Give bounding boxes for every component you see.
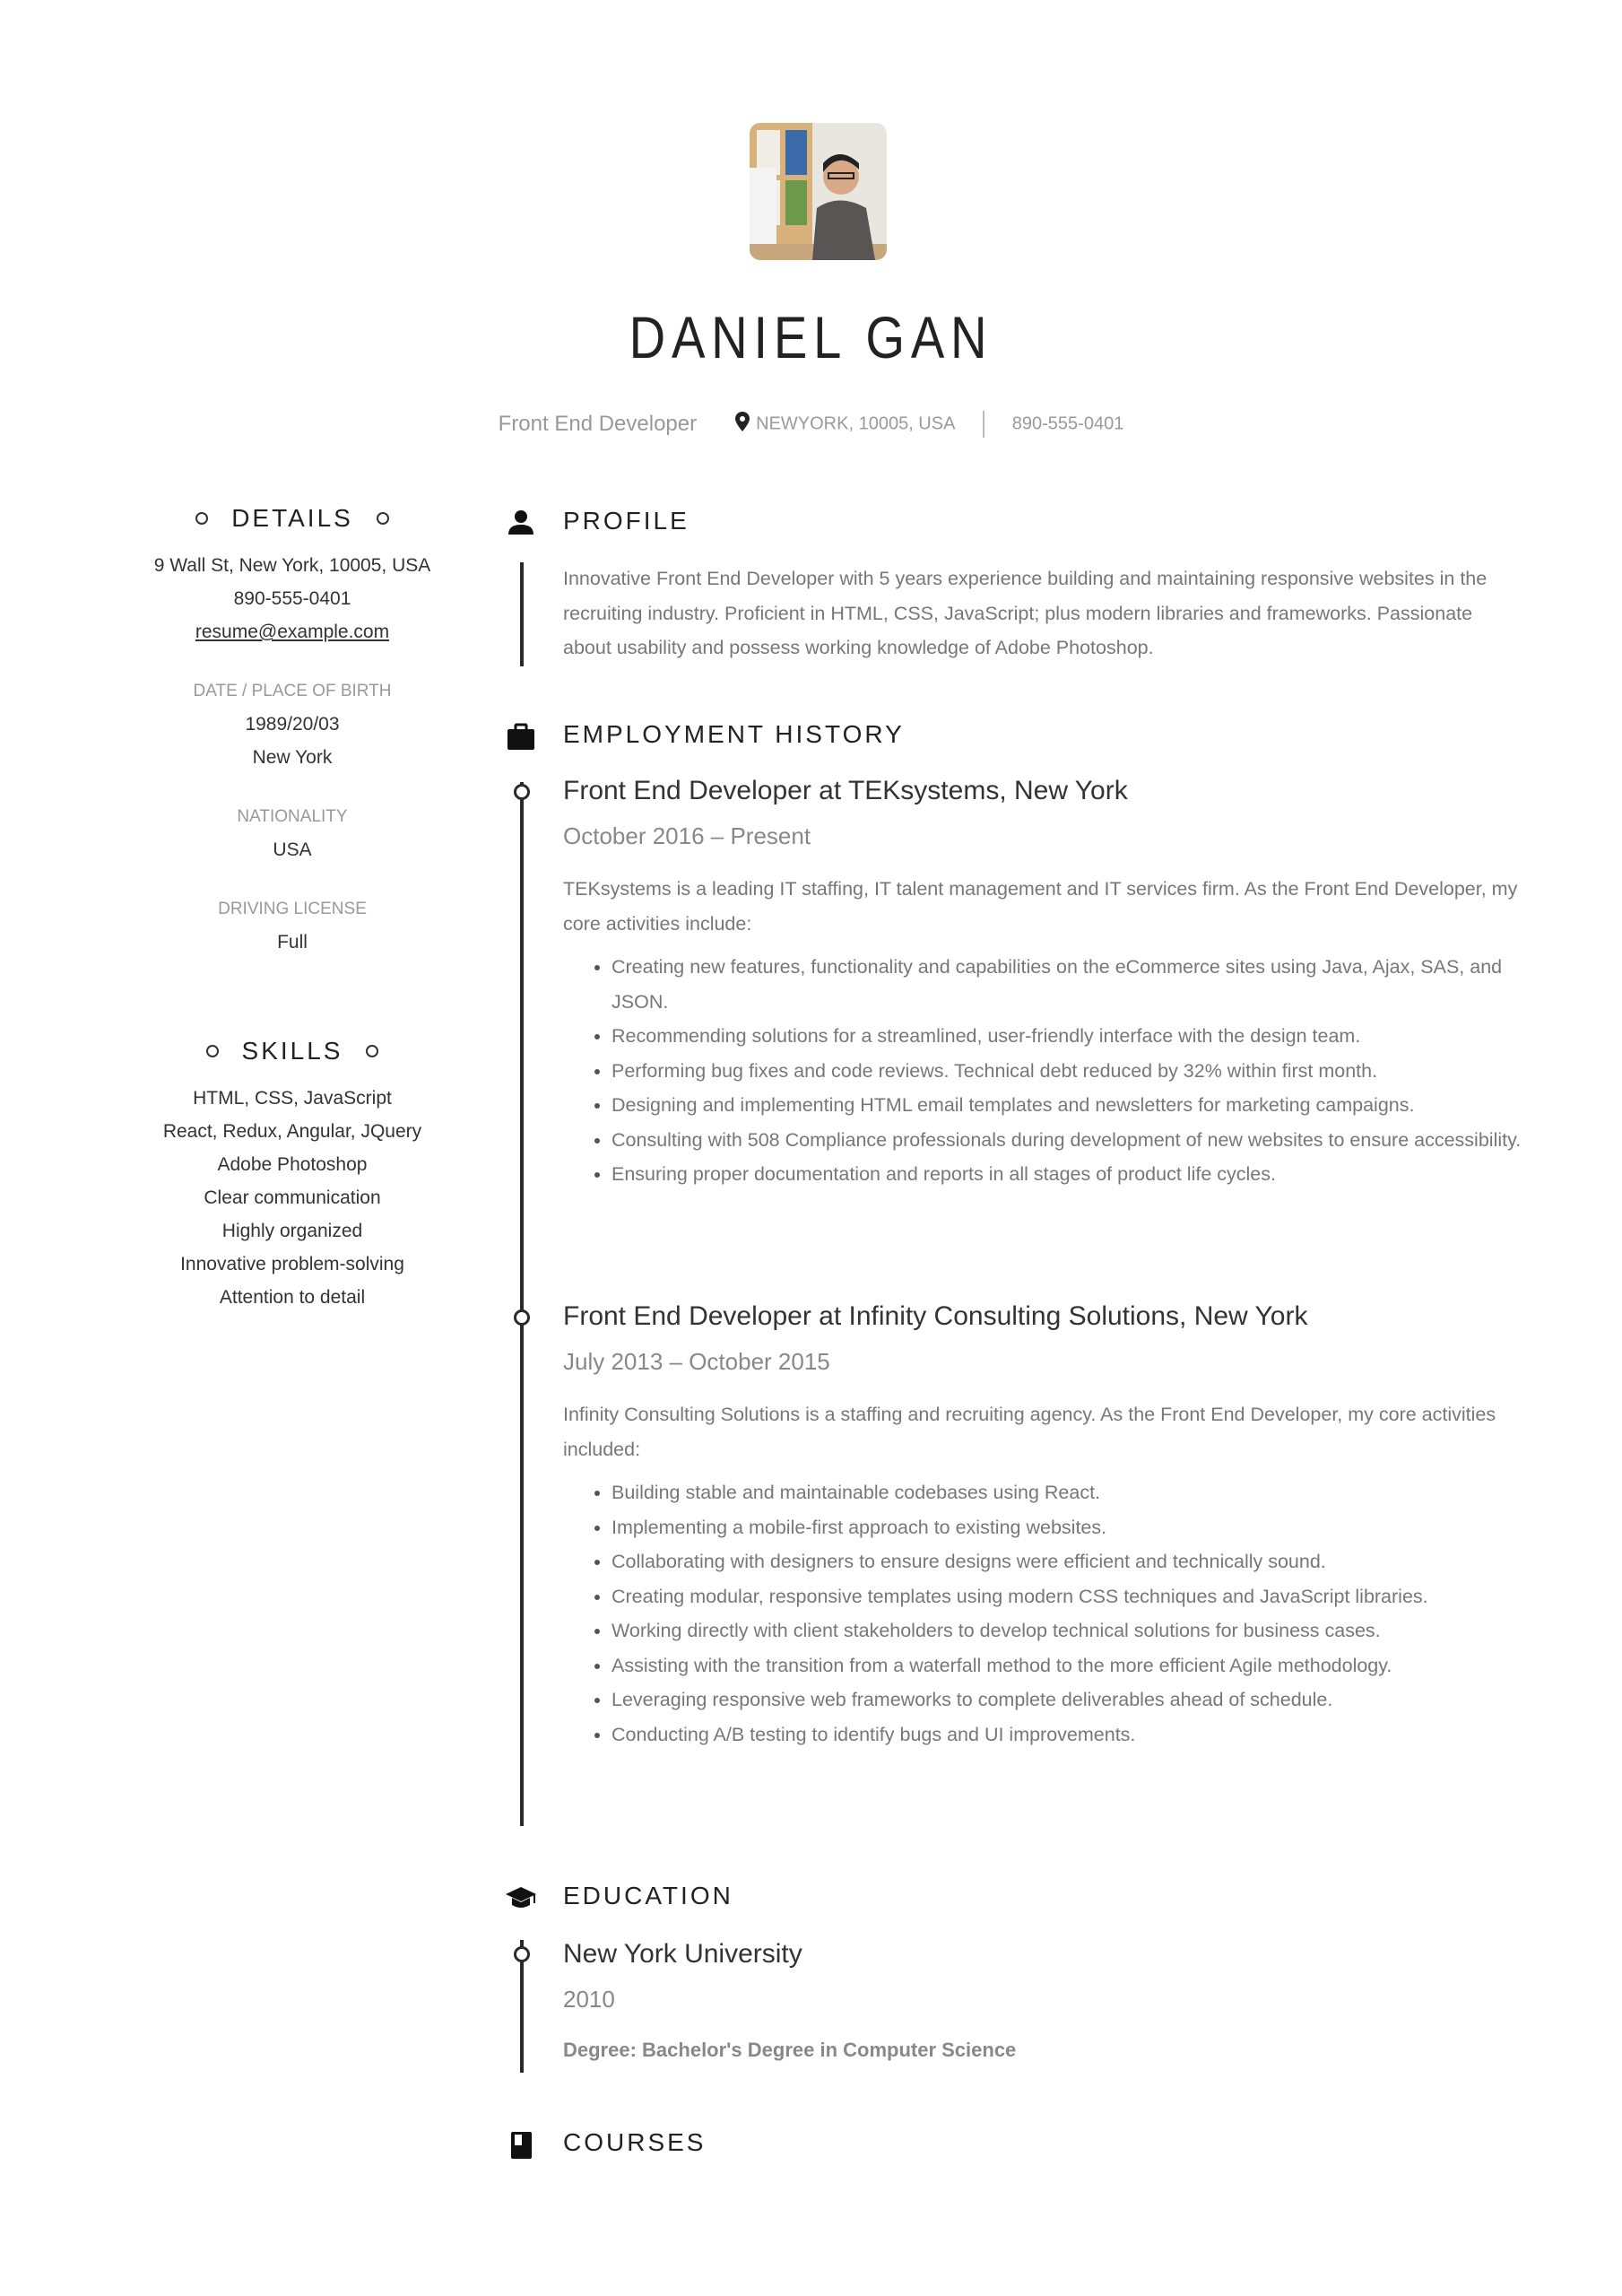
- timeline-line: [520, 562, 524, 666]
- divider: [983, 411, 984, 438]
- nationality: USA: [273, 839, 312, 860]
- school-name: New York University: [563, 1939, 802, 1969]
- job-bullet: • Implementing a mobile-first approach to existing websites.: [612, 1510, 1522, 1545]
- circle-icon: [366, 1045, 378, 1057]
- job-bullet: • Working directly with client stakeholders to develop technical solutions for business cases.: [612, 1613, 1522, 1648]
- book-icon: [505, 2129, 537, 2161]
- skill-item: Highly organized: [221, 1221, 363, 1241]
- skill-item: Innovative problem-solving: [180, 1254, 404, 1274]
- job-bullet: • Designing and implementing HTML email templates and newsletters for marketing campaigns.: [612, 1088, 1522, 1123]
- license: Full: [277, 932, 308, 952]
- email-link[interactable]: resume@example.com: [195, 622, 390, 642]
- circle-icon: [206, 1045, 219, 1057]
- job-bullet: • Creating new features, functionality and capabilities on the eCommerce sites using Java, Ajax, SAS, and JSON.: [612, 950, 1522, 1019]
- job-bullet: • Ensuring proper documentation and reports in all stages of product life cycles.: [612, 1157, 1522, 1192]
- skill-item: HTML, CSS, JavaScript: [193, 1088, 392, 1109]
- skill-item: Adobe Photoshop: [217, 1154, 368, 1175]
- skill-item: Clear communication: [204, 1187, 381, 1208]
- profile-section: [563, 561, 1522, 665]
- timeline-line: [520, 782, 524, 1826]
- job-bullet: • Consulting with 508 Compliance professionals during development of new websites to ensure accessibility.: [612, 1123, 1522, 1158]
- map-pin-icon: [735, 413, 750, 437]
- employment-heading: EMPLOYMENT HISTORY: [563, 720, 905, 748]
- job-dates: October 2016 – Present: [563, 822, 811, 849]
- courses-heading: COURSES: [563, 2128, 707, 2156]
- birth-date: 1989/20/03: [245, 714, 340, 735]
- job-entry: [563, 1299, 1522, 1752]
- skill-item: Attention to detail: [219, 1287, 366, 1308]
- briefcase-icon: [505, 721, 537, 753]
- profile-heading: PROFILE: [563, 507, 690, 535]
- education-heading: EDUCATION: [563, 1882, 733, 1909]
- license-label: DRIVING LICENSE: [218, 900, 367, 918]
- person-icon: [505, 508, 537, 540]
- skills-heading-text: SKILLS: [241, 1037, 343, 1065]
- skill-item: React, Redux, Angular, JQuery: [162, 1121, 422, 1142]
- job-bullet: • Assisting with the transition from a waterfall method to the more efficient Agile methodology.: [612, 1648, 1522, 1683]
- details-heading: [134, 504, 450, 533]
- details-heading-text: DETAILS: [231, 504, 353, 532]
- job-bullet: • Conducting A/B testing to identify bugs and UI improvements.: [612, 1718, 1522, 1752]
- timeline-node: [514, 1946, 530, 1962]
- degree: Degree: Bachelor's Degree in Computer Science: [563, 2039, 1017, 2061]
- timeline-node: [514, 1309, 530, 1326]
- job-title: Front End Developer: [498, 412, 698, 436]
- profile-photo: [750, 123, 887, 260]
- profile-text: Innovative Front End Developer with 5 years experience building and maintaining responsive websites in the recruiting industry. Proficient in HTML, CSS, JavaScript; plus modern libraries and frameworks. Passionate about usability and possess working knowledge of Adobe Photoshop.: [563, 568, 1488, 658]
- job-bullet: • Performing bug fixes and code reviews. Technical debt reduced by 32% within first month.: [612, 1054, 1522, 1089]
- birth-place: New York: [252, 747, 333, 768]
- candidate-name: DANIEL GAN: [629, 304, 993, 370]
- skills-heading: [134, 1037, 450, 1065]
- circle-icon: [195, 512, 208, 525]
- nationality-label: NATIONALITY: [237, 807, 348, 826]
- timeline-node: [514, 784, 530, 800]
- job-entry: [563, 773, 1522, 1192]
- details-section: [134, 504, 450, 959]
- birth-label: DATE / PLACE OF BIRTH: [193, 682, 392, 700]
- skills-section: [134, 1037, 450, 1314]
- job-dates: July 2013 – October 2015: [563, 1348, 830, 1375]
- job-description: TEKsystems is a leading IT staffing, IT talent management and IT services firm. As the Front End Developer, my core activities include:: [563, 878, 1518, 935]
- header-phone: 890-555-0401: [1011, 413, 1124, 434]
- header-subtitle: [0, 411, 1622, 438]
- education-entry: [563, 1936, 1522, 2062]
- job-bullet: • Leveraging responsive web frameworks to complete deliverables ahead of schedule.: [612, 1683, 1522, 1718]
- location: NEWYORK, 10005, USA: [756, 413, 956, 434]
- job-title: Front End Developer at Infinity Consulting Solutions, New York: [563, 1301, 1308, 1331]
- education-year: 2010: [563, 1986, 615, 2013]
- job-bullet: • Creating modular, responsive templates using modern CSS techniques and JavaScript libraries.: [612, 1579, 1522, 1614]
- circle-icon: [377, 512, 389, 525]
- job-bullet: • Collaborating with designers to ensure designs were efficient and technically sound.: [612, 1544, 1522, 1579]
- job-bullets: [563, 950, 1522, 1192]
- address: 9 Wall St, New York, 10005, USA: [153, 555, 431, 576]
- graduation-cap-icon: [505, 1883, 537, 1915]
- job-bullet: • Building stable and maintainable codebases using React.: [612, 1475, 1522, 1510]
- phone: 890-555-0401: [233, 588, 351, 609]
- job-description: Infinity Consulting Solutions is a staffing and recruiting agency. As the Front End Developer, my core activities included:: [563, 1404, 1496, 1460]
- job-title: Front End Developer at TEKsystems, New York: [563, 776, 1128, 805]
- job-bullet: • Recommending solutions for a streamlined, user-friendly interface with the design team.: [612, 1019, 1522, 1054]
- job-bullets: [563, 1475, 1522, 1752]
